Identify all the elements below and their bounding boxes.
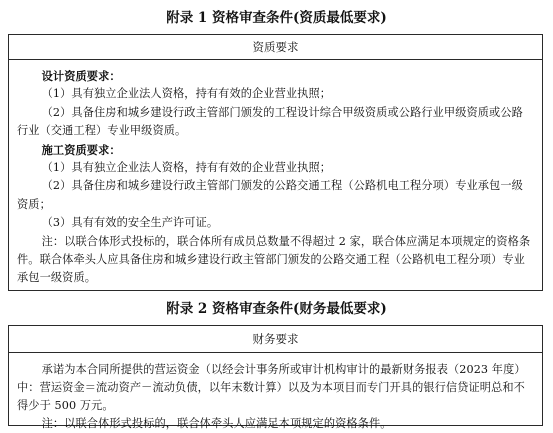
financial-body <box>9 353 542 433</box>
working-capital-requirement: 承诺为本合同所提供的营运资金（以经会计事务所或审计机构审计的最新财务报表（2023 年度）中：营运资金＝流动资产－流动负债，以年末数计算）以及为本项目而专门开具的银行信贷证明总和不得少于 500 万元。 <box>17 363 526 412</box>
qualification-header: 资质要求 <box>9 35 542 60</box>
construction-item-3: （3）具有有效的安全生产许可证。 <box>41 216 219 230</box>
construction-item-2: （2）具备住房和城乡建设行政主管部门颁发的公路交通工程（公路机电工程分项）专业承包一级资质； <box>17 179 523 211</box>
consortium-note: 注：以联合体形式投标的，联合体所有成员总数量不得超过 2 家，联合体应满足本项规定的资格条件。联合体牵头人应具备住房和城乡建设行政主管部门颁发的公路交通工程（公路机电工程分项）专业承包一级资质。 <box>17 234 531 285</box>
qualification-body <box>9 60 542 288</box>
qualification-requirements-table <box>8 34 543 291</box>
design-qualification-heading: 设计资质要求： <box>41 69 121 83</box>
financial-consortium-note: 注：以联合体形式投标的，联合体牵头人应满足本项规定的资格条件。 <box>41 417 392 430</box>
appendix1-title: 附录 1 资格审查条件(资质最低要求) <box>166 10 387 26</box>
construction-qualification-heading: 施工资质要求： <box>41 142 121 157</box>
design-item-1: （1）具有独立企业法人资格，持有有效的企业营业执照； <box>41 87 332 101</box>
design-item-2: （2）具备住房和城乡建设行政主管部门颁发的工程设计综合甲级资质或公路行业甲级资质或公路行业（交通工程）专业甲级资质。 <box>17 105 523 138</box>
financial-header: 财务要求 <box>9 326 542 353</box>
construction-item-1: （1）具有独立企业法人资格，持有有效的企业营业执照； <box>41 161 332 175</box>
appendix2-title: 附录 2 资格审查条件(财务最低要求) <box>166 301 387 317</box>
financial-requirements-table <box>8 325 543 430</box>
